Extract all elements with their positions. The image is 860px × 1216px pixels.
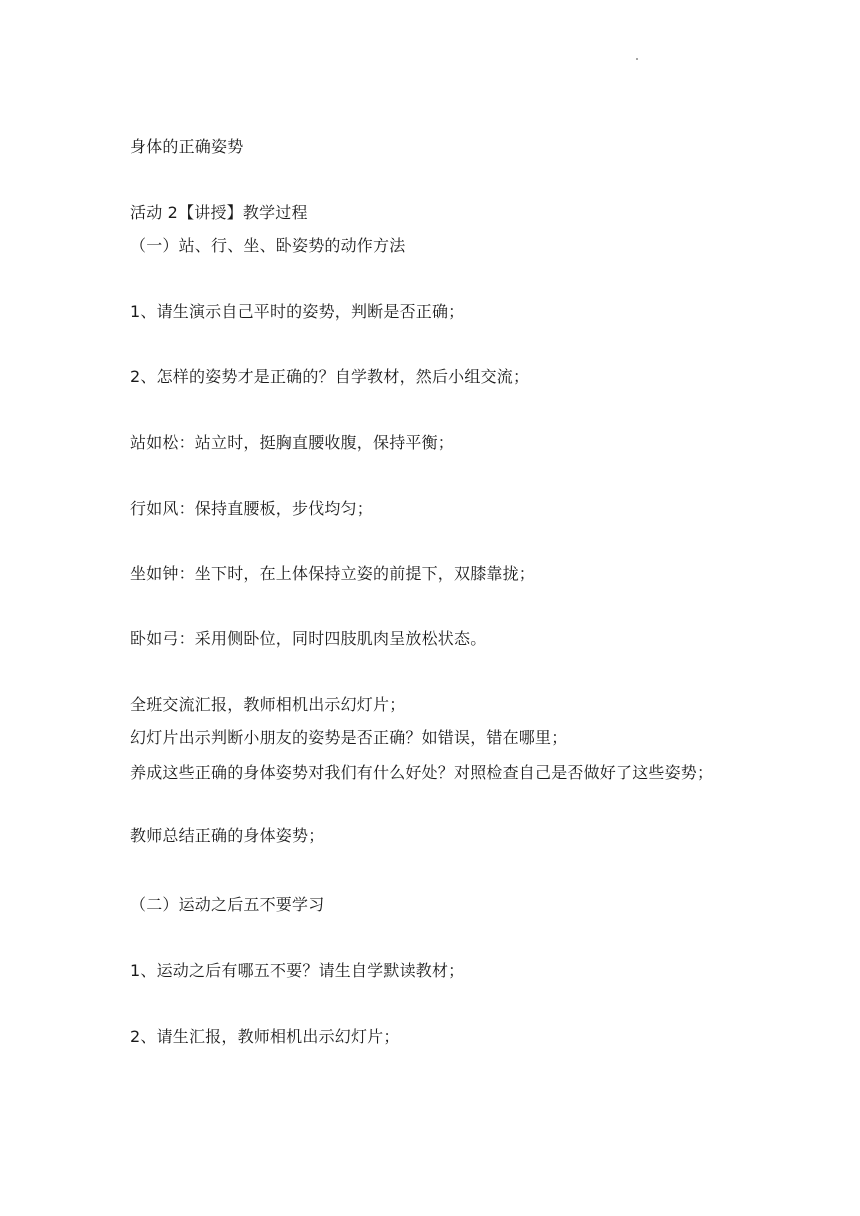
paragraph: 卧如弓：采用侧卧位，同时四肢肌肉呈放松状态。 [130, 629, 487, 648]
subsection-heading: （一）站、行、坐、卧姿势的动作方法 [130, 236, 406, 255]
paragraph: 站如松：站立时，挺胸直腰收腹，保持平衡； [130, 433, 455, 452]
paragraph: 养成这些正确的身体姿势对我们有什么好处？对照检查自己是否做好了这些姿势； [130, 763, 714, 782]
paragraph: 2、请生汇报，教师相机出示幻灯片； [130, 1027, 400, 1046]
subsection-heading: （二）运动之后五不要学习 [130, 895, 325, 914]
page-mark [636, 58, 638, 60]
paragraph: 2、怎样的姿势才是正确的？自学教材，然后小组交流； [130, 367, 530, 386]
paragraph: 幻灯片出示判断小朋友的姿势是否正确？如错误，错在哪里； [130, 728, 568, 747]
section-title: 身体的正确姿势 [130, 137, 244, 156]
paragraph: 1、运动之后有哪五不要？请生自学默读教材； [130, 961, 465, 980]
paragraph: 行如风：保持直腰板，步伐均匀； [130, 499, 374, 518]
paragraph: 全班交流汇报，教师相机出示幻灯片； [130, 695, 406, 714]
paragraph: 教师总结正确的身体姿势； [130, 826, 325, 845]
paragraph: 坐如钟：坐下时，在上体保持立姿的前提下，双膝靠拢； [130, 564, 536, 583]
activity-heading: 活动 2【讲授】教学过程 [130, 203, 308, 222]
paragraph: 1、请生演示自己平时的姿势，判断是否正确； [130, 302, 465, 321]
